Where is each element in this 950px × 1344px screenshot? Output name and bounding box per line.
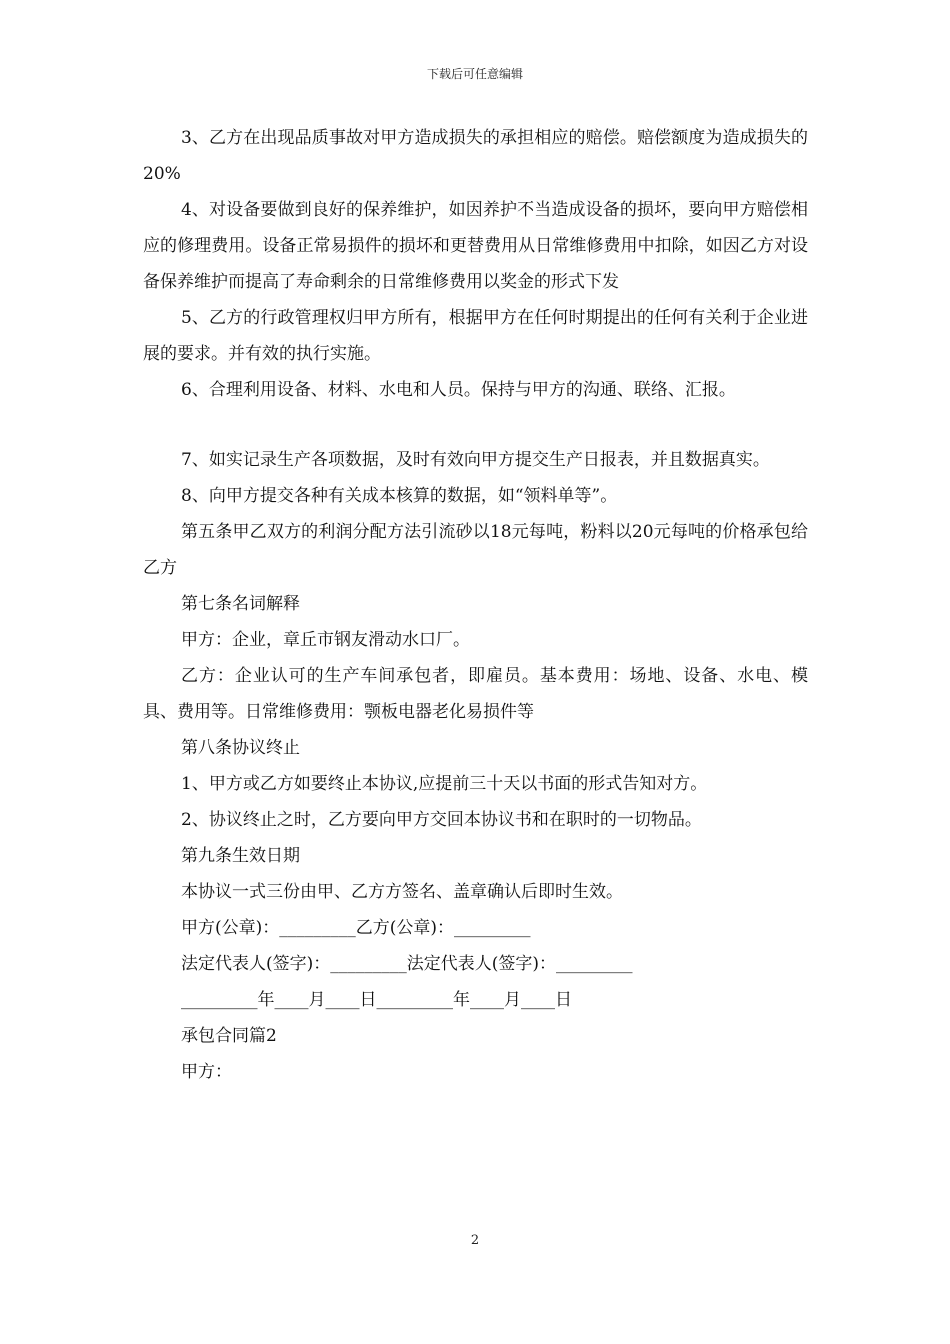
article-5-profit-distribution: 第五条甲乙双方的利润分配方法引流砂以18元每吨，粉料以20元每吨的价格承包给乙方 [143,522,808,578]
page-header: 下载后可任意编辑 [426,67,523,81]
contract-2-party-a: 甲方： [181,1062,232,1082]
definition-party-b: 乙方：企业认可的生产车间承包者，即雇员。基本费用：场地、设备、水电、模具、费用等。日常维修费用：颚板电器老化易损件等 [143,666,808,722]
document-body [143,120,808,1090]
article-9-heading: 第九条生效日期 [181,846,300,866]
clause-item-6: 6、合理利用设备、材料、水电和人员。保持与甲方的沟通、联络、汇报。 [181,380,736,400]
definition-party-a: 甲方：企业，章丘市钢友滑动水口厂。 [181,630,470,650]
seal-line: 甲方(公章)：_________乙方(公章)：_________ [181,918,531,938]
clause-item-4: 4、对设备要做到良好的保养维护，如因养护不当造成设备的损坏，要向甲方赔偿相应的修理费用。设备正常易损件的损坏和更替费用从日常维修费用中扣除，如因乙方对设备保养维护而提高了寿命剩余的日常维修费用以奖金的形式下发 [143,200,808,292]
clause-item-5: 5、乙方的行政管理权归甲方所有，根据甲方在任何时期提出的任何有关利于企业进展的要求。并有效的执行实施。 [143,308,808,364]
article-7-heading: 第七条名词解释 [181,594,300,614]
blank-gap [143,408,808,442]
termination-item-2: 2、协议终止之时，乙方要向甲方交回本协议书和在职时的一切物品。 [181,810,702,830]
contract-2-title: 承包合同篇2 [181,1026,277,1046]
clause-item-8: 8、向甲方提交各种有关成本核算的数据，如“领料单等”。 [181,486,618,506]
date-line: _________年____月____日_________年____月____日 [181,990,572,1010]
clause-item-3: 3、乙方在出现品质事故对甲方造成损失的承担相应的赔偿。赔偿额度为造成损失的20% [143,128,808,184]
termination-item-1: 1、甲方或乙方如要终止本协议,应提前三十天以书面的形式告知对方。 [181,774,708,794]
article-8-heading: 第八条协议终止 [181,738,300,758]
page-number: 2 [470,1233,480,1248]
effective-statement: 本协议一式三份由甲、乙方方签名、盖章确认后即时生效。 [181,882,623,902]
clause-item-7: 7、如实记录生产各项数据，及时有效向甲方提交生产日报表，并且数据真实。 [181,450,770,470]
signature-line: 法定代表人(签字)：_________法定代表人(签字)：_________ [181,954,633,974]
